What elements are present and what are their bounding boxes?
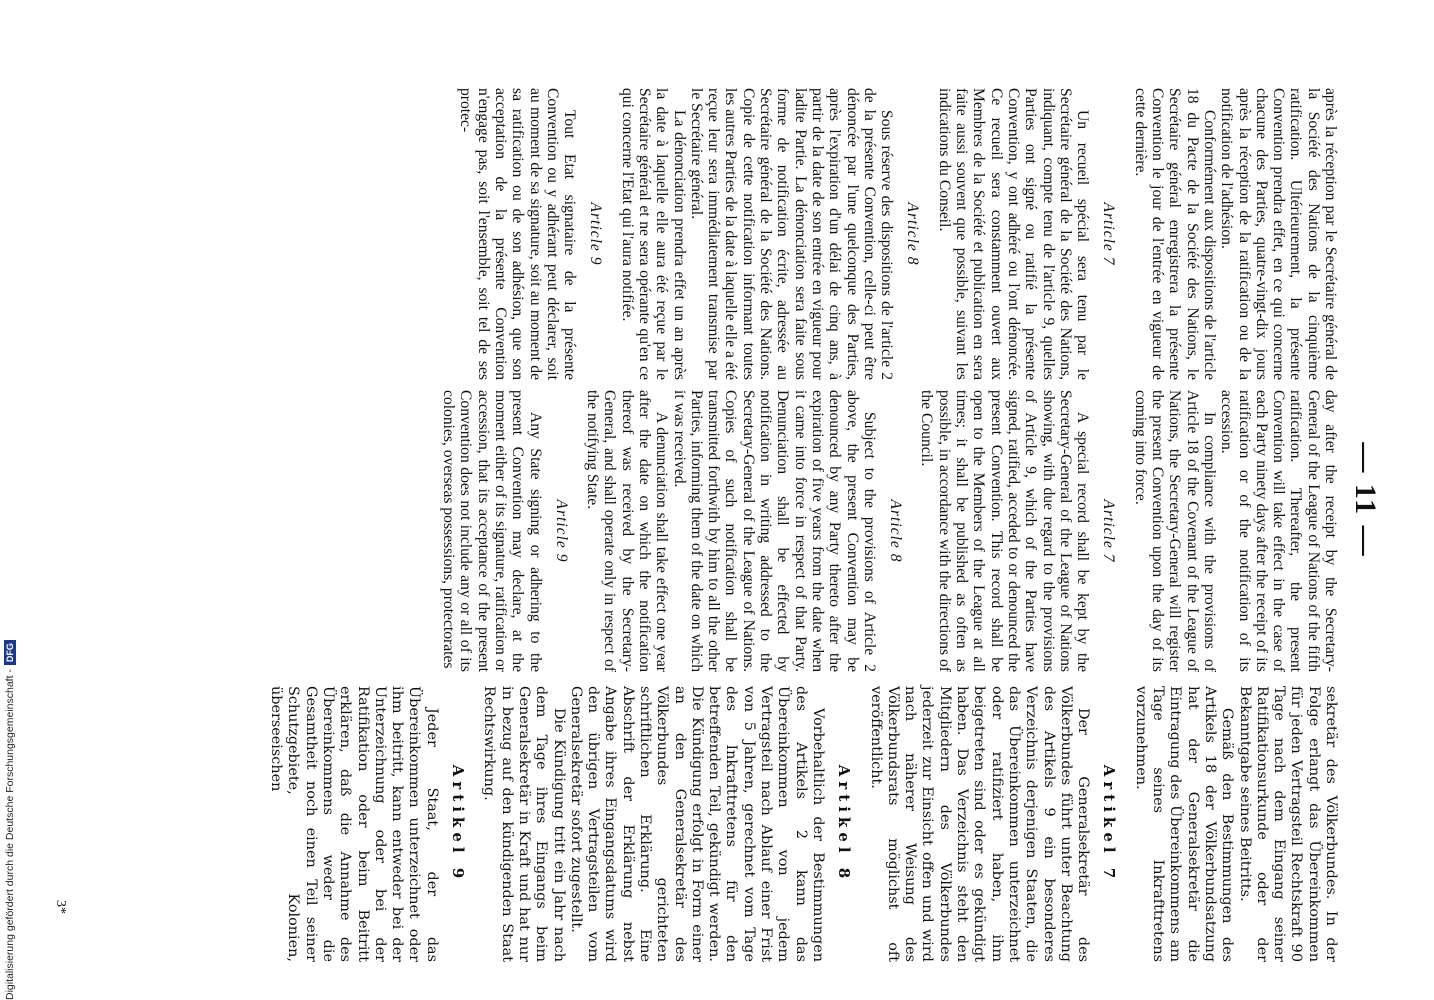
english-paragraph: A denunciation shall take effect one year after the date on which the notification thereof was received by the Secretary-General, and shall operate only in respect of the notifying State.: [584, 390, 671, 672]
french-paragraph: Un recueil spécial sera tenu par le Secrétaire général de la Société des Nations, indiquant, compte tenu de l'article 9, quelles Parties ont signé ou ratifié la présente Convention, y ont adhéré ou l'ont dénoncée. Ce recueil sera constamment ouvert aux Membres de la Société et publication en sera faite aussi souvent que possible, suivant les indications du Conseil.: [935, 88, 1092, 380]
german-column: [139, 686, 1339, 962]
german-paragraph: Der Generalsekretär des Völkerbundes führt unter Beachtung des Artikels 9 ein besonderes Verzeichnis derjenigen Staaten, die das Übereinkommen unterzeichnet oder ratifiziert haben, ihm beigetreten sind oder es gekündigt haben. Das Verzeichnis steht den Mitgliedern des Völkerbundes jederzeit zur Einsicht offen und wird nach näherer Weisung des Völkerbundsrats möglichst oft veröffentlicht.: [867, 686, 1092, 962]
french-article-8-heading: Article 8: [904, 202, 922, 266]
french-column: [139, 88, 1339, 380]
german-article-7-heading: Artikel 7: [1100, 764, 1119, 884]
english-article-9-heading: Article 9: [552, 499, 570, 563]
english-paragraph: Subject to the provisions of Article 2 above, the present Convention may be denounced by any Party thereto after the expiration of five years from the date when it came into force in respect of that Party. Denunciation shall be effected by notification in writing addressed to the Secretary-General of the League of Nations. Copies of such notification shall be transmitted forthwith by him to all the other Parties, informing them of the date on which it was received.: [670, 390, 878, 672]
english-paragraph: A special record shall be kept by the Secretary-General of the League of Nations showing, with due regard to the provisions of Article 9, which of the Parties have signed, ratified, acceded to or denounced the present Convention. This record shall be open to the Members of the League at all times; it shall be published as often as possible, in accordance with the directions of the Council.: [918, 390, 1092, 672]
french-paragraph: Tout Etat signataire de la présente Convention ou y adhérant peut déclarer, soit au moment de sa signature, soit au moment de sa ratification ou de son adhésion, que son acceptation de la présente Convention n'engage pas, soit l'ensemble, soit tel de ses protec-: [457, 88, 579, 380]
french-paragraph: après la réception par le Secrétaire général de la Société des Nations de la cinquième ratification. Ultérieurement, la présente Convention prendra effet, en ce qui concerne chacune des Parties, quatre-vingt-dix jours après la réception de la ratification ou de la notification de l'adhésion.: [1218, 88, 1339, 380]
german-paragraph: Vorbehaltlich der Bestimmungen des Artikels 2 kann das Übereinkommen von jedem Vertragsteil nach Ablauf einer Frist von 5 Jahren, gerechnet vom Tage des Inkrafttretens für den betreffenden Teil, gekündigt werden. Die Kündigung erfolgt in Form einer an den Generalsekretär des Völkerbundes gerichteten schriftlichen Erklärung. Eine Abschrift der Erklärung nebst Angabe ihres Eingangsdatums wird den übrigen Vertragsteilen vom Generalsekretär sofort zugestellt.: [567, 686, 826, 962]
german-paragraph: Die Kündigung tritt ein Jahr nach dem Tage ihres Eingangs beim Generalsekretär in Kraft und hat nur in bezug auf den kündigenden Staat Rechtswirkung.: [481, 686, 567, 962]
english-paragraph: day after the receipt by the Secretary-General of the League of Nations of the fifth ratification. Thereafter, the present Convention will take effect in the case of each Party ninety days after the receipt of its ratification or of the notification of its accession.: [1218, 390, 1339, 672]
french-paragraph: La dénonciation prendra effet un an après la date à laquelle elle aura été reçue par le Secrétaire général et ne sera opérante qu'en ce qui concerne l'Etat qui l'aura notifiée.: [618, 88, 688, 380]
french-paragraph: Sous réserve des dispositions de l'article 2 de la présente Convention, celle-ci peut être dénoncée par l'une quelconque des Parties, après l'expiration d'un délai de cinq ans, à partir de la date de son entrée en vigueur pour ladite Partie. La dénonciation sera faite sous forme de notification écrite, adressée au Secrétaire général de la Société des Nations. Copie de cette notification informant toutes les autres Parties de la date à laquelle elle a été reçue leur sera immédiatement transmise par le Secrétaire général.: [687, 88, 896, 380]
signature-mark: 3*: [53, 900, 68, 914]
german-paragraph: Jeder Staat, der das Übereinkommen unterzeichnet oder ihm beitritt, kann entweder bei der Unterzeichnung oder bei der Ratifikation oder beim Beitritt erklären, daß die Annahme des Übereinkommens weder die Gesamtheit noch einen Teil seiner Schutzgebiete, Kolonien, überseeischen: [268, 686, 440, 962]
page-number: — 11 —: [1349, 442, 1382, 558]
english-paragraph: In compliance with the provisions of Article 18 of the Covenant of the League of Nations, the Secretary-General will register the present Convention upon the day of its coming into force.: [1131, 390, 1218, 672]
english-article-7-heading: Article 7: [1100, 499, 1118, 563]
french-article-7-heading: Article 7: [1100, 202, 1118, 266]
french-paragraph: Conformément aux dispositions de l'article 18 du Pacte de la Société des Nations, le Secrétaire général enregistrera la présente Convention le jour de l'entrée en vigueur de cette dernière.: [1131, 88, 1218, 380]
english-paragraph: Any State signing or adhering to the present Convention may declare, at the moment either of its signature, ratification or accession, that its acceptance of the present Convention does not include any or all of its colonies, overseas possessions, protectorates: [440, 390, 544, 672]
german-article-9-heading: Artikel 9: [449, 764, 468, 884]
english-article-8-heading: Article 8: [887, 499, 905, 563]
digitization-credit: [2, 0, 18, 1000]
french-article-9-heading: Article 9: [587, 202, 605, 266]
german-paragraph: Gemäß den Bestimmungen des Artikels 18 der Völkerbundsatzung hat der Generalsekretär die Eintragung des Übereinkommens am Tage seines Inkrafttretens vorzunehmen.: [1132, 686, 1236, 962]
dfg-logo: DFG: [4, 640, 16, 665]
german-article-8-heading: Artikel 8: [835, 764, 854, 884]
german-paragraph: sekretär des Völkerbundes. In der Folge erlangt das Übereinkommen für jeden Vertragsteil Rechtskraft 90 Tage nach dem Eingang seiner Ratifikationsurkunde oder der Bekanntgabe seines Beitritts.: [1236, 686, 1339, 962]
credit-text: Digitalisierung gefördert durch die Deutsche Forschungsgemeinschaft -: [4, 669, 16, 1000]
english-column: [139, 390, 1339, 672]
